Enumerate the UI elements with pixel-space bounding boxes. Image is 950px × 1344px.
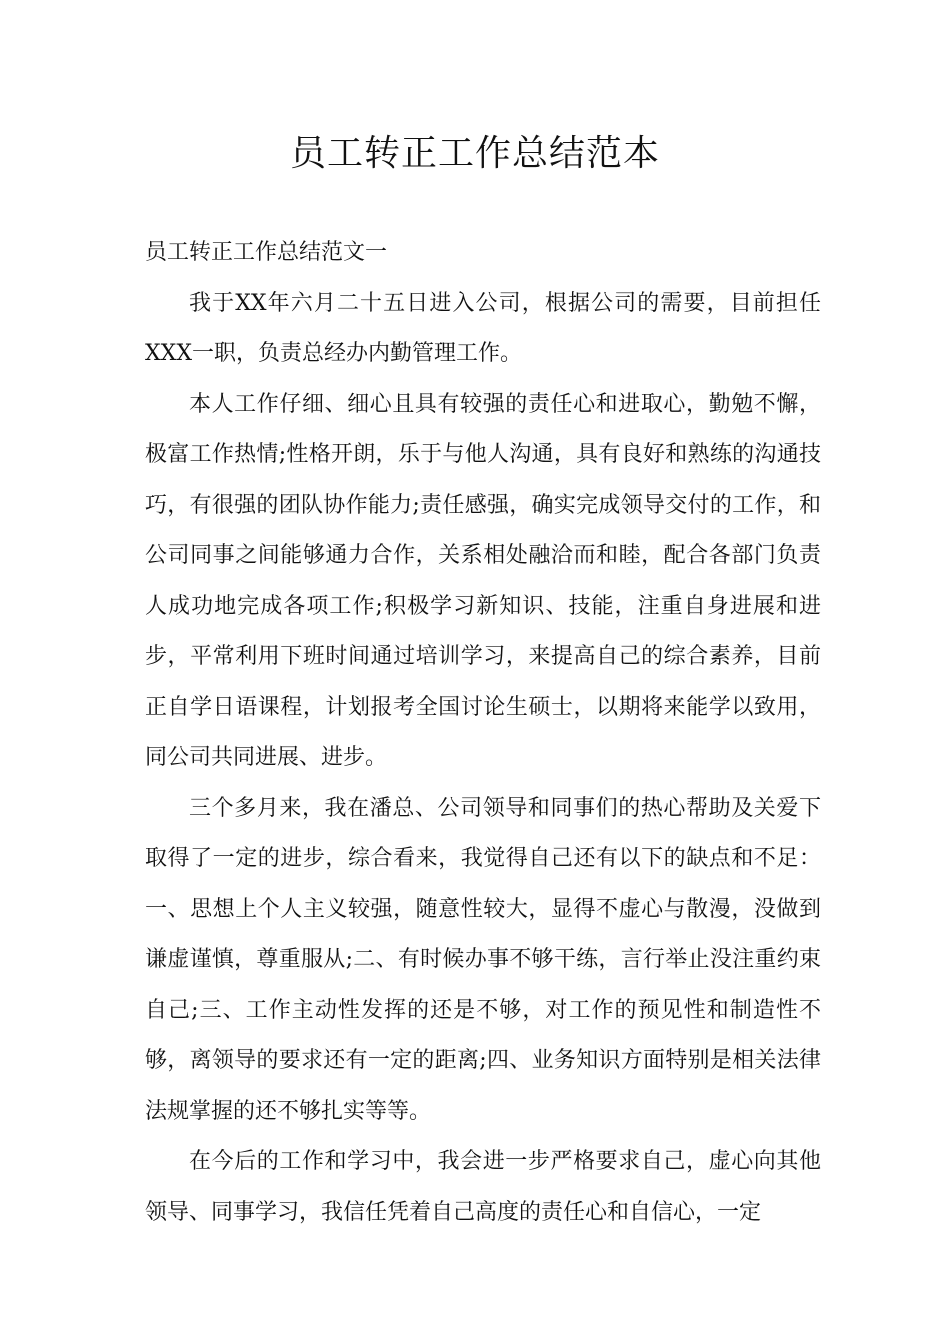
paragraph-1: 我于XX年六月二十五日进入公司，根据公司的需要，目前担任XXX一职，负责总经办内勤管理工作。 — [145, 290, 821, 366]
document-title: 员工转正工作总结范本 — [289, 133, 660, 174]
document-subtitle: 员工转正工作总结范文一 — [145, 240, 388, 265]
paragraph-4: 在今后的工作和学习中，我会进一步严格要求自己，虚心向其他领导、同事学习，我信任凭着自己高度的责任心和自信心，一定 — [145, 1149, 821, 1225]
document-body — [145, 228, 821, 1238]
paragraph-3: 三个多月来，我在潘总、公司领导和同事们的热心帮助及关爱下取得了一定的进步，综合看来，我觉得自己还有以下的缺点和不足：一、思想上个人主义较强，随意性较大，显得不虚心与散漫，没做到谦虚谨慎，尊重服从;二、有时候办事不够干练，言行举止没注重约束自己;三、工作主动性发挥的还是不够，对工作的预见性和制造性不够，离领导的要求还有一定的距离;四、业务知识方面特别是相关法律法规掌握的还不够扎实等等。 — [145, 795, 821, 1124]
paragraph-2: 本人工作仔细、细心且具有较强的责任心和进取心，勤勉不懈，极富工作热情;性格开朗，乐于与他人沟通，具有良好和熟练的沟通技巧，有很强的团队协作能力;责任感强，确实完成领导交付的工作，和公司同事之间能够通力合作，关系相处融洽而和睦，配合各部门负责人成功地完成各项工作;积极学习新知识、技能，注重自身进展和进步，平常利用下班时间通过培训学习，来提高自己的综合素养，目前正自学日语课程，计划报考全国讨论生硕士，以期将来能学以致用，同公司共同进展、进步。 — [145, 391, 821, 770]
